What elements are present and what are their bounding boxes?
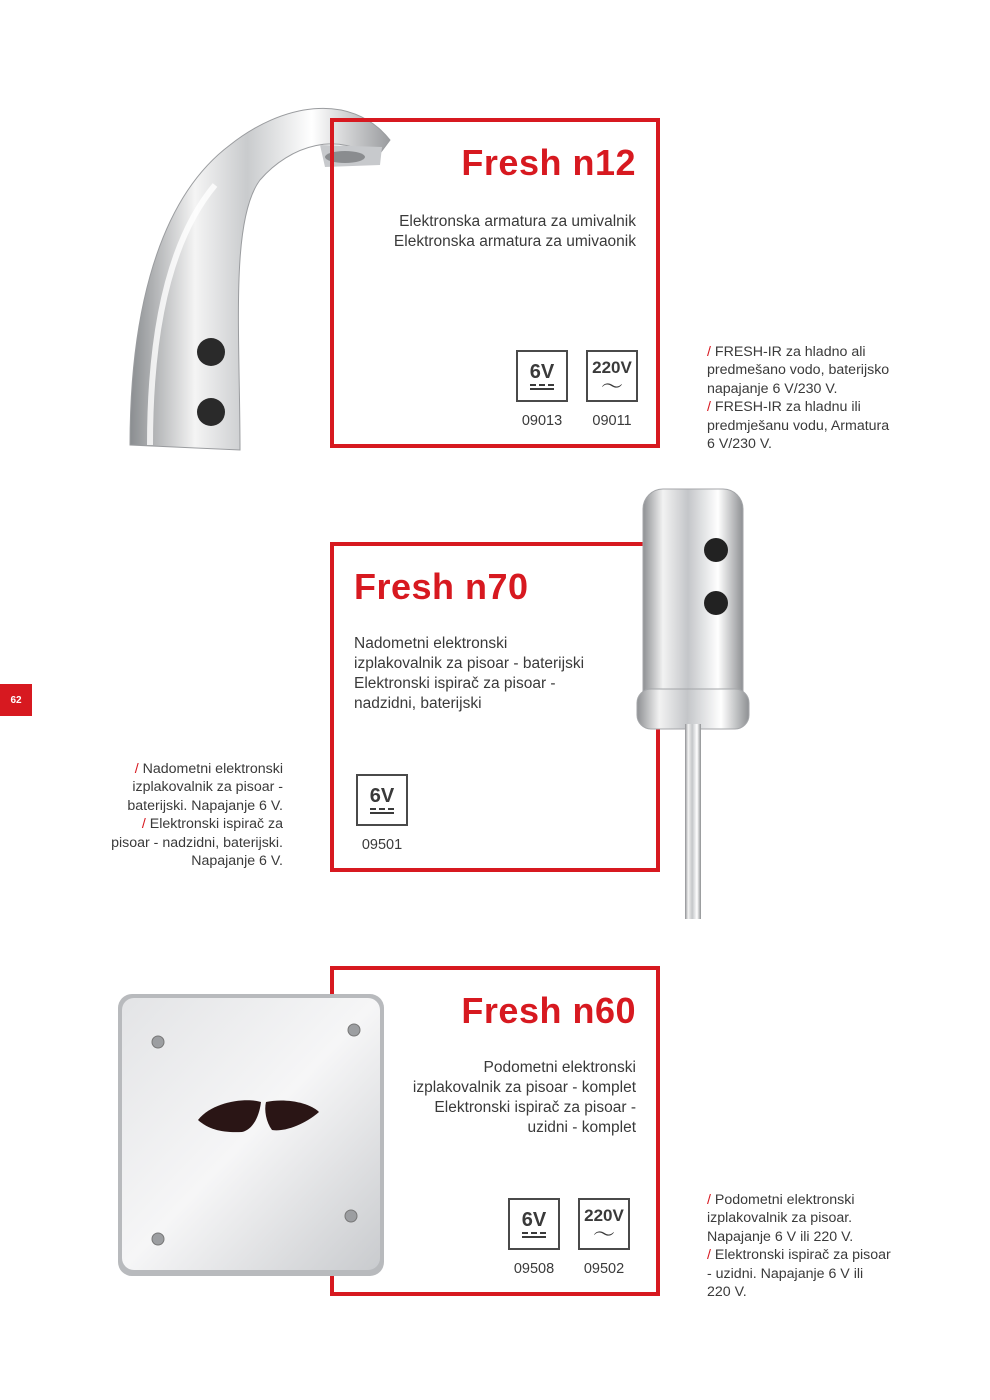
slash-marker: / <box>141 816 146 833</box>
product-description <box>394 212 636 252</box>
product-notes <box>707 1191 891 1301</box>
6v-battery-icon <box>508 1198 560 1250</box>
description-line: Nadometni elektronski <box>354 635 508 652</box>
product-notes <box>111 760 283 870</box>
product-box-fresh-n12 <box>330 118 660 448</box>
product-title: Fresh n12 <box>461 142 636 183</box>
urinal-flusher-image <box>635 484 750 920</box>
product-description <box>354 634 584 714</box>
description-line: uzidni - komplet <box>527 1119 636 1136</box>
note-line: predmešano vodo, baterijsko <box>707 362 890 379</box>
description-line: Elektronska armatura za umivalnik <box>399 213 636 230</box>
description-line: Elektronska armatura za umivaonik <box>393 233 636 250</box>
6v-battery-icon <box>356 774 408 826</box>
description-line: izplakovalnik za pisoar - komplet <box>412 1079 636 1096</box>
slash-marker: / <box>707 344 711 360</box>
voltage-label: 6V <box>529 361 555 383</box>
description-line: nadzidni, baterijski <box>354 695 482 712</box>
note-line: Napajanje 6 V ili 220 V. <box>707 1228 854 1245</box>
product-notes <box>707 343 889 453</box>
voltage-label: 6V <box>521 1209 547 1231</box>
description-line: Elektronski ispirač za pisoar - <box>434 1099 636 1116</box>
note-line: predmješanu vodu, Armatura <box>707 417 890 434</box>
220v-mains-icon <box>578 1198 630 1250</box>
6v-battery-icon <box>516 350 568 402</box>
note-line: / Elektronski ispirač za <box>141 816 283 833</box>
product-title: Fresh n70 <box>354 566 529 607</box>
product-code: 09011 <box>592 413 632 429</box>
dc-symbol-icon <box>530 384 554 390</box>
note-line: Napajanje 6 V. <box>191 853 283 870</box>
note-line: / Podometni elektronski <box>707 1192 855 1208</box>
dc-symbol-icon <box>522 1232 546 1238</box>
description-line: Podometni elektronski <box>483 1059 636 1076</box>
slash-marker: / <box>707 1247 711 1264</box>
note-line: 220 V. <box>707 1284 747 1301</box>
slash-marker: / <box>707 1192 711 1208</box>
note-line: pisoar - nadzidni, baterijski. <box>111 834 283 851</box>
product-code: 09508 <box>513 1261 555 1277</box>
note-line: - uzidni. Napajanje 6 V ili <box>707 1265 864 1282</box>
product-code: 09502 <box>583 1261 625 1277</box>
page-number-badge: 62 <box>0 684 32 716</box>
note-line: baterijski. Napajanje 6 V. <box>127 797 283 814</box>
product-code: 09013 <box>521 413 563 429</box>
voltage-label: 220V <box>584 1206 624 1225</box>
voltage-label: 220V <box>592 358 632 377</box>
note-line: / FRESH-IR za hladnu ili <box>707 399 861 416</box>
note-line: izplakovalnik za pisoar - <box>132 779 283 796</box>
220v-mains-icon <box>586 350 638 402</box>
description-line: izplakovalnik za pisoar - baterijski <box>354 655 585 672</box>
wall-flush-panel-image <box>114 990 388 1280</box>
note-line: napajanje 6 V/230 V. <box>707 380 838 397</box>
product-title: Fresh n60 <box>461 990 636 1031</box>
note-line: / Elektronski ispirač za pisoar <box>707 1247 891 1264</box>
dc-symbol-icon <box>370 808 394 814</box>
slash-marker: / <box>707 399 711 416</box>
ac-symbol-icon: 〜 <box>592 1222 615 1247</box>
note-line: / Nadometni elektronski <box>134 761 283 777</box>
product-code: 09501 <box>361 837 403 853</box>
ac-symbol-icon: 〜 <box>600 374 623 399</box>
note-line: izplakovalnik za pisoar. <box>707 1210 853 1227</box>
description-line: Elektronski ispirač za pisoar - <box>354 675 556 692</box>
product-box-fresh-n70 <box>330 542 660 872</box>
note-line: 6 V/230 V. <box>707 436 772 453</box>
slash-marker: / <box>134 761 139 777</box>
product-description <box>413 1058 636 1138</box>
note-line: / FRESH-IR za hladno ali <box>707 344 866 360</box>
voltage-label: 6V <box>369 785 395 807</box>
